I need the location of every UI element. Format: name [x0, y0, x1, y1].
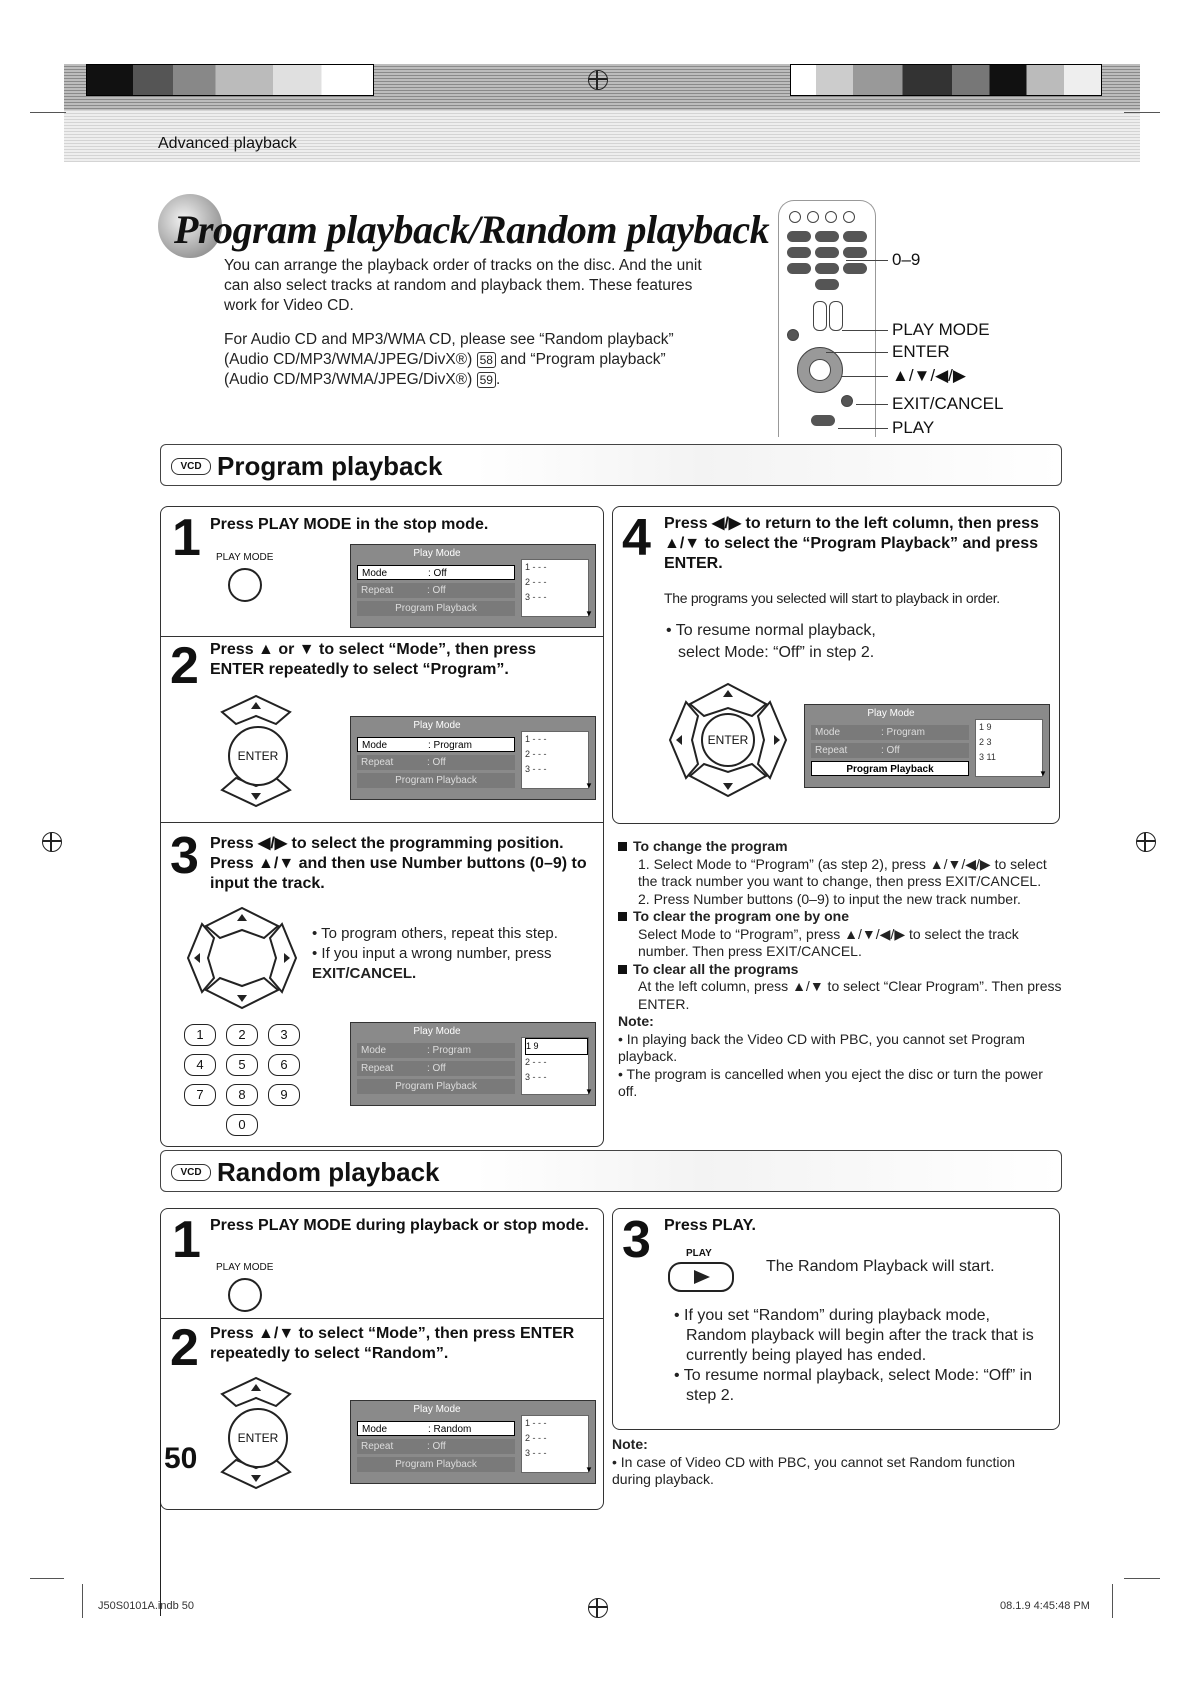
section-label: Advanced playback [158, 135, 297, 152]
remote-number-key [787, 247, 811, 258]
intro-paragraph-2: For Audio CD and MP3/WMA CD, please see “Random playback” (Audio CD/MP3/WMA/JPEG/DivX®) 58 and “Program playback” (Audio CD/MP3/WMA/JPEG/DivX®) 59 . [224, 331, 674, 388]
number-button-8: 8 [226, 1084, 258, 1106]
screen-repeat-row: Repeat : Off [357, 583, 515, 598]
remote-enter-button [809, 359, 831, 381]
program-playback-header [160, 444, 1062, 486]
intro-text [224, 256, 704, 404]
registration-mark-icon [588, 1598, 608, 1618]
number-button-3: 3 [268, 1024, 300, 1046]
step-3-text: Press ◀/▶ to select the programming position. Press ▲/▼ and then use Number buttons (0–9) to input the track. [210, 835, 587, 892]
remote-number-key [815, 247, 839, 258]
play-button-icon [668, 1262, 734, 1292]
remote-number-key [815, 279, 839, 290]
registration-mark-icon [588, 70, 608, 90]
clear-one-heading: To clear the program one by one [618, 908, 1062, 926]
page-title: Program playback/Random playback [174, 207, 770, 252]
clear-all-heading: To clear all the programs [618, 961, 1062, 979]
remote-label-play-mode: PLAY MODE [892, 320, 990, 339]
screen-title: Play Mode [413, 720, 461, 731]
footer-file: J50S0101A.indb 50 [98, 1600, 195, 1612]
step-divider [160, 636, 603, 637]
scroll-down-icon: ▼ [585, 781, 593, 790]
screen-program-playback-row: Program Playback [811, 761, 969, 776]
screen-step-4 [804, 704, 1050, 788]
screen-mode-row: Mode : Program [357, 737, 515, 752]
screen-title: Play Mode [413, 548, 461, 559]
step-number: 1 [172, 509, 201, 567]
step-divider [160, 1318, 603, 1319]
screen-track-list: 1 9 2 - - - 3 - - - [521, 1037, 589, 1095]
remote-button [807, 211, 819, 223]
step-number: 2 [170, 1319, 199, 1377]
trim-mark [30, 112, 66, 113]
bullet: • To resume normal playback, select Mode: “Off” in step 2. [674, 1367, 1033, 1404]
step-number: 3 [170, 827, 199, 885]
screen-track-list: 1 - - - 2 - - - 3 - - - [521, 731, 589, 789]
screen-mode-row: Mode : Off [357, 565, 515, 580]
scroll-down-icon: ▼ [1039, 769, 1047, 778]
note-1: • In playing back the Video CD with PBC, you cannot set Program playback. [618, 1030, 1025, 1064]
vcd-icon: VCD [171, 1164, 211, 1181]
scroll-down-icon: ▼ [585, 1087, 593, 1096]
change-program-step-2: 2. Press Number buttons (0–9) to input the new track number. [638, 890, 1021, 907]
footer-timestamp: 08.1.9 4:45:48 PM [1000, 1600, 1090, 1612]
screen-program-playback-row: Program Playback [357, 1457, 515, 1472]
screen-repeat-row: Repeat : Off [357, 1439, 515, 1454]
page-number: 50 [164, 1442, 198, 1475]
program-notes [618, 838, 1062, 1101]
registration-mark-icon [42, 832, 62, 852]
screen-repeat-row: Repeat : Off [811, 743, 969, 758]
scroll-down-icon: ▼ [585, 609, 593, 618]
remote-number-key [815, 263, 839, 274]
screen-repeat-row: Repeat : Off [357, 755, 515, 770]
page-ref: 58 [477, 352, 496, 368]
remote-button [843, 211, 855, 223]
intro-paragraph-1: You can arrange the playback order of tracks on the disc. And the unit can also select tracks at random and playback them. These features work for Video CD. [224, 257, 702, 314]
remote-label-arrows: ▲/▼/◀/▶ [892, 366, 966, 385]
random-step-3-bullets [672, 1306, 1052, 1406]
note-heading: Note: [618, 1013, 654, 1029]
page-number-rule [160, 1440, 161, 1616]
bullet-continued: EXIT/CANCEL. [312, 965, 417, 982]
screen-title: Play Mode [867, 708, 915, 719]
screen-program-playback-row: Program Playback [357, 1079, 515, 1094]
note-2: • The program is cancelled when you eject the disc or turn the power off. [618, 1065, 1043, 1099]
step-number: 3 [622, 1211, 651, 1269]
remote-number-key [787, 231, 811, 242]
screen-mode-row: Mode : Program [357, 1043, 515, 1058]
vcd-icon: VCD [171, 458, 211, 475]
remote-label-0-9: 0–9 [892, 250, 921, 269]
step-1-text: Press PLAY MODE in the stop mode. [210, 516, 489, 533]
remote-label-enter: ENTER [892, 342, 950, 361]
number-button-4: 4 [184, 1054, 216, 1076]
remote-illustration [778, 200, 876, 437]
callout-line [856, 404, 888, 405]
remote-button [841, 395, 853, 407]
play-mode-button-icon [228, 1278, 262, 1312]
remote-button [829, 301, 843, 331]
registration-mark-icon [1136, 832, 1156, 852]
remote-label-exit-cancel: EXIT/CANCEL [892, 394, 1004, 413]
page-ref: 59 [477, 372, 496, 388]
random-playback-header [160, 1150, 1062, 1192]
random-notes [612, 1436, 1052, 1489]
bullet: • To resume normal playback, [666, 622, 876, 639]
clear-one-text: Select Mode to “Program”, press ▲/▼/◀/▶ to select the track number. Then press EXIT/CANCEL. [638, 925, 1019, 959]
enter-button-icon: ENTER [228, 726, 288, 786]
number-button-9: 9 [268, 1084, 300, 1106]
change-program-step-1: 1. Select Mode to “Program” (as step 2), press ▲/▼/◀/▶ to select the track number you want to change, then press EXIT/CANCEL. [638, 855, 1047, 889]
callout-line [838, 428, 888, 429]
play-mode-button-label: PLAY MODE [216, 552, 274, 563]
number-button-1: 1 [184, 1024, 216, 1046]
step-4-text: Press ◀/▶ to return to the left column, then press ▲/▼ to select the “Program Playback” and press ENTER. [664, 515, 1039, 572]
screen-mode-row: Mode : Random [357, 1421, 515, 1436]
number-button-6: 6 [268, 1054, 300, 1076]
number-button-7: 7 [184, 1084, 216, 1106]
callout-line [842, 330, 888, 331]
remote-play-key [811, 415, 835, 426]
step-2-text: Press ▲ or ▼ to select “Mode”, then press ENTER repeatedly to select “Program”. [210, 641, 536, 678]
remote-number-key [843, 263, 867, 274]
step-divider [160, 822, 603, 823]
screen-step-1 [350, 544, 596, 628]
play-mode-button-icon [228, 568, 262, 602]
trim-mark [82, 1584, 83, 1618]
step-number: 1 [172, 1211, 201, 1269]
screen-track-list: 1 - - - 2 - - - 3 - - - [521, 559, 589, 617]
callout-line [826, 352, 888, 353]
play-button-label: PLAY [686, 1248, 712, 1259]
color-bar-left [86, 64, 374, 96]
screen-step-2 [350, 716, 596, 800]
bullet-continued: select Mode: “Off” in step 2. [678, 644, 875, 661]
random-step-3-description: The Random Playback will start. [766, 1258, 995, 1275]
note-heading: Note: [612, 1436, 648, 1452]
screen-repeat-row: Repeat : Off [357, 1061, 515, 1076]
remote-number-key [787, 263, 811, 274]
remote-label-play: PLAY [892, 418, 935, 437]
random-playback-heading: Random playback [217, 1157, 440, 1187]
trim-mark [30, 1578, 64, 1579]
random-step-3-text: Press PLAY. [664, 1217, 756, 1234]
screen-program-playback-row: Program Playback [357, 773, 515, 788]
step-number: 4 [622, 509, 651, 567]
step-4-bullets [664, 620, 1044, 664]
remote-button [825, 211, 837, 223]
trim-mark [1112, 1584, 1113, 1618]
remote-number-key [843, 231, 867, 242]
screen-track-list: 1 - - - 2 - - - 3 - - - [521, 1415, 589, 1473]
number-button-0: 0 [226, 1114, 258, 1136]
number-button-5: 5 [226, 1054, 258, 1076]
note-1: • In case of Video CD with PBC, you cannot set Random function during playback. [612, 1453, 1016, 1487]
dpad-arrows-icon [184, 902, 302, 1014]
screen-title: Play Mode [413, 1404, 461, 1415]
step-3-bullets [310, 924, 600, 984]
random-step-1-text: Press PLAY MODE during playback or stop mode. [210, 1217, 589, 1234]
screen-random [350, 1400, 596, 1484]
callout-line [846, 260, 888, 261]
enter-button-icon: ENTER [228, 1408, 288, 1468]
trim-mark [1124, 1578, 1160, 1579]
screen-track-list: 1 9 2 3 3 11 [975, 719, 1043, 777]
remote-button [813, 301, 827, 331]
trim-mark [1124, 112, 1160, 113]
enter-dpad-icon [214, 1374, 310, 1492]
bullet: • If you set “Random” during playback mode, Random playback will begin after the track that is currently being played has ended. [674, 1307, 1034, 1364]
number-button-2: 2 [226, 1024, 258, 1046]
color-bar-right [790, 64, 1102, 96]
bullet: • To program others, repeat this step. [312, 925, 558, 942]
enter-dpad-icon [214, 692, 310, 810]
clear-all-text: At the left column, press ▲/▼ to select “Clear Program”. Then press ENTER. [638, 978, 1062, 1012]
step-4-description: The programs you selected will start to playback in order. [664, 590, 1000, 606]
remote-number-key [815, 231, 839, 242]
screen-step-3 [350, 1022, 596, 1106]
bullet: • If you input a wrong number, press [312, 945, 552, 962]
enter-label: ENTER [707, 733, 749, 747]
remote-button [789, 211, 801, 223]
remote-button [787, 329, 799, 341]
step-number: 2 [170, 637, 199, 695]
play-mode-button-label: PLAY MODE [216, 1262, 274, 1273]
random-step-2-text: Press ▲/▼ to select “Mode”, then press ENTER repeatedly to select “Random”. [210, 1325, 575, 1362]
change-program-heading: To change the program [618, 838, 1062, 856]
remote-number-key [843, 247, 867, 258]
callout-line [842, 376, 888, 377]
screen-program-playback-row: Program Playback [357, 601, 515, 616]
scroll-down-icon: ▼ [585, 1465, 593, 1474]
program-playback-heading: Program playback [217, 451, 443, 481]
screen-title: Play Mode [413, 1026, 461, 1037]
screen-mode-row: Mode : Program [811, 725, 969, 740]
